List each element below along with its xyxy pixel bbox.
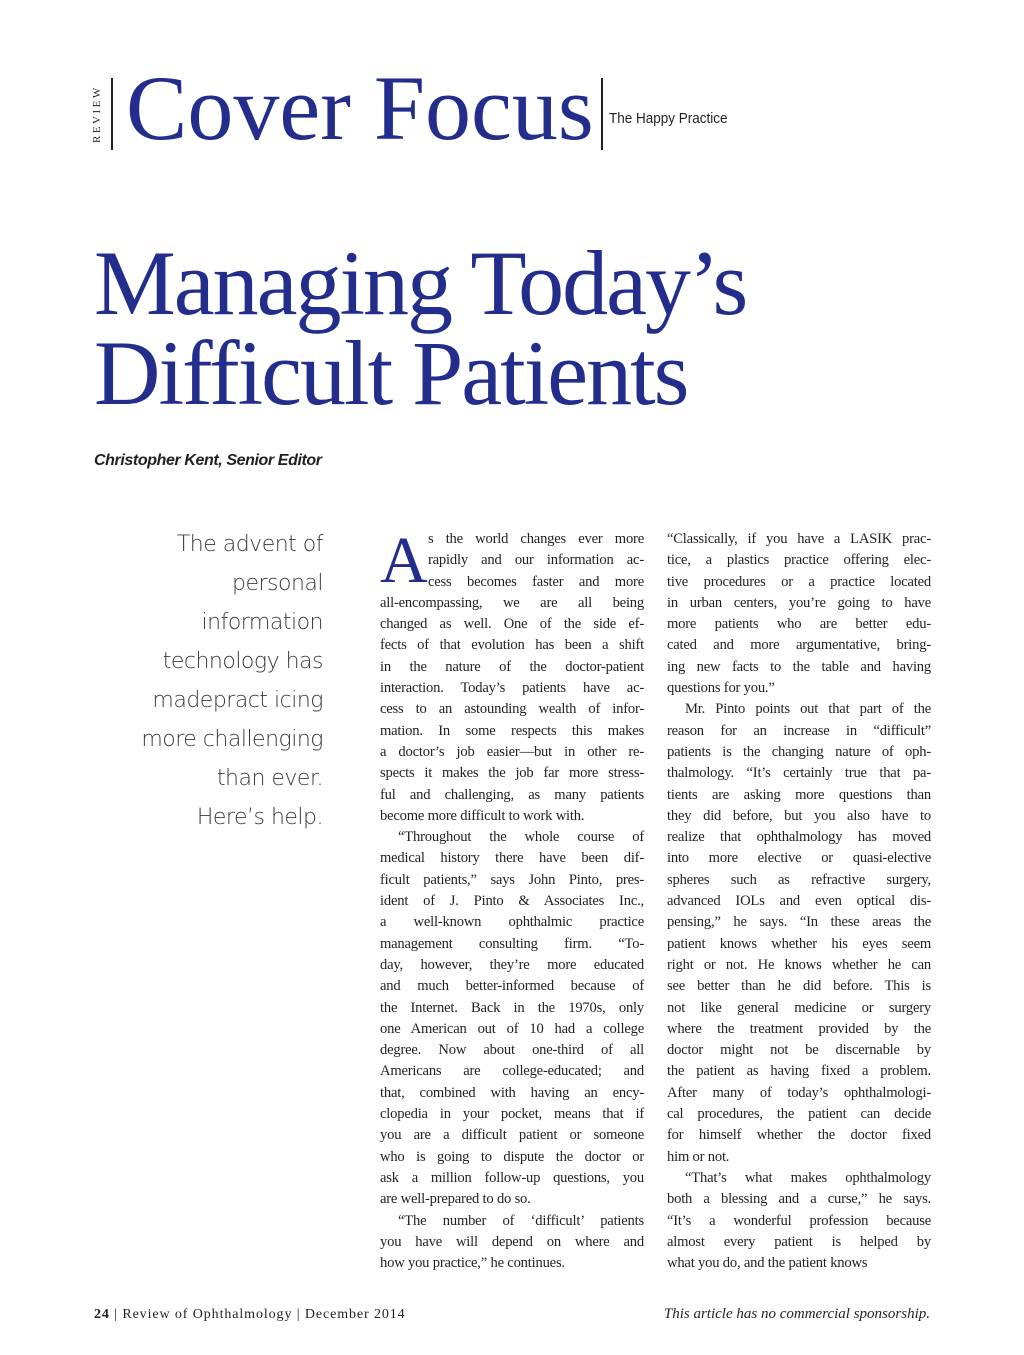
body-line: reason for an increase in “difficult” xyxy=(667,722,931,739)
body-line: Americans are college-educated; and xyxy=(380,1063,644,1080)
body-line: tice, a plastics practice offering elec- xyxy=(667,552,931,569)
body-line: almost every patient is helped by xyxy=(667,1233,931,1250)
body-line: “That’s what makes ophthalmology xyxy=(685,1169,931,1186)
body-line: you have will depend on where and xyxy=(380,1233,644,1250)
review-label: REVIEW xyxy=(91,85,103,143)
body-line: that, combined with having an ency- xyxy=(380,1084,644,1101)
article-deck xyxy=(130,525,323,837)
section-subtitle: The Happy Practice xyxy=(609,110,728,127)
body-line: who is going to dispute the doctor or xyxy=(380,1148,644,1165)
body-line: fects of that evolution has been a shift xyxy=(380,637,644,654)
body-line: spects it makes the job far more stress- xyxy=(380,765,644,782)
page-footer-folio: 24 | Review of Ophthalmology | December 2014 xyxy=(94,1307,406,1322)
deck-line: information xyxy=(201,610,323,635)
body-line: the patient as having fixed a problem. xyxy=(667,1063,931,1080)
body-line: medical history there have been dif- xyxy=(380,850,644,867)
body-line: one American out of 10 had a college xyxy=(380,1020,644,1037)
header-divider-right xyxy=(601,78,603,150)
body-line: spheres such as refractive surgery, xyxy=(667,871,931,888)
body-line: rapidly and our information ac- xyxy=(428,552,644,569)
body-line: doctor might not be discernable by xyxy=(667,1042,931,1059)
header-divider-left xyxy=(111,78,113,150)
body-line: clopedia in your pocket, means that if xyxy=(380,1106,644,1123)
deck-line: personal xyxy=(231,571,323,596)
body-line: day, however, they’re more educated xyxy=(380,956,644,973)
body-line: for himself whether the doctor fixed xyxy=(667,1127,931,1144)
deck-line: than ever. xyxy=(216,766,323,791)
body-line: where the treatment provided by the xyxy=(667,1020,931,1037)
body-line: more patients who are better edu- xyxy=(667,616,931,633)
body-line: ask a million follow-up questions, you xyxy=(380,1169,644,1186)
body-line: become more difficult to work with. xyxy=(380,807,585,824)
body-line: pensing,” he says. “In these areas the xyxy=(667,914,931,931)
article-headline xyxy=(94,232,747,424)
body-line: in urban centers, you’re going to have xyxy=(667,594,931,611)
headline-line-2: Difficult Patients xyxy=(94,322,688,424)
body-line: advanced IOLs and even optical dis- xyxy=(667,893,931,910)
body-line: s the world changes ever more xyxy=(428,531,644,547)
body-line: all-encompassing, we are all being xyxy=(380,594,644,611)
body-line: questions for you.” xyxy=(667,680,775,697)
headline-line-1: Managing Today’s xyxy=(94,232,747,334)
body-line: thalmology. “It’s certainly true that pa- xyxy=(667,765,931,782)
body-line: how you practice,” he continues. xyxy=(380,1255,565,1272)
body-line: cal procedures, the patient can decide xyxy=(667,1106,931,1123)
body-line: “Classically, if you have a LASIK prac- xyxy=(667,531,931,547)
deck-line: Here’s help. xyxy=(196,805,323,830)
body-line: degree. Now about one-third of all xyxy=(380,1042,644,1059)
body-line: they did before, but you also have to xyxy=(667,807,931,824)
body-line: both a blessing and a curse,” he says. xyxy=(667,1191,931,1208)
body-line: cess to an astounding wealth of infor- xyxy=(380,701,644,718)
body-line: patients is the changing nature of oph- xyxy=(667,743,931,760)
byline: Christopher Kent, Senior Editor xyxy=(94,452,322,469)
body-line: changed as well. One of the side ef- xyxy=(380,616,644,633)
body-line: him or not. xyxy=(667,1148,730,1165)
body-line: patient knows whether his eyes seem xyxy=(667,935,931,952)
body-line: not like general medicine or surgery xyxy=(667,999,931,1016)
deck-line: more challenging xyxy=(141,727,323,752)
body-line: tive procedures or a practice located xyxy=(667,573,931,590)
body-line: in the nature of the doctor-patient xyxy=(380,658,644,675)
body-line: interaction. Today’s patients have ac- xyxy=(380,680,644,697)
body-line: Mr. Pinto points out that part of the xyxy=(685,701,931,718)
body-line: mation. In some respects this makes xyxy=(380,722,644,739)
body-line: cated and more argumentative, bring- xyxy=(667,637,931,654)
page-number: 24 xyxy=(94,1307,110,1322)
deck-line: technology has xyxy=(162,649,323,674)
body-line: “It’s a wonderful profession because xyxy=(667,1212,931,1229)
body-line: tients are asking more questions than xyxy=(667,786,931,803)
section-title: Cover Focus xyxy=(126,57,594,159)
body-line: realize that ophthalmology has moved xyxy=(667,829,931,846)
body-line: the Internet. Back in the 1970s, only xyxy=(380,999,644,1016)
body-line: see better than he did before. This is xyxy=(667,978,931,995)
body-line: management consulting firm. “To- xyxy=(380,935,644,952)
publication-name: Review of Ophthalmology xyxy=(122,1307,293,1322)
body-line: “Throughout the whole course of xyxy=(398,829,644,846)
body-line: are well-prepared to do so. xyxy=(380,1191,531,1208)
body-line: right or not. He knows whether he can xyxy=(667,956,931,973)
sponsorship-note: This article has no commercial sponsorship. xyxy=(663,1306,930,1322)
body-column-2 xyxy=(667,529,931,1274)
body-line: a doctor’s job easier—but in other re- xyxy=(380,743,644,760)
body-line: what you do, and the patient knows xyxy=(667,1255,868,1272)
body-line: into more elective or quasi-elective xyxy=(667,850,931,867)
body-line: ful and challenging, as many patients xyxy=(380,786,644,803)
body-line: After many of today’s ophthalmologi- xyxy=(667,1084,931,1101)
body-line: and much better-informed because of xyxy=(380,978,644,995)
body-line: a well-known ophthalmic practice xyxy=(380,914,644,931)
deck-line: madepract icing xyxy=(152,688,323,713)
body-line: ficult patients,” says John Pinto, pres- xyxy=(380,871,644,888)
deck-line: The advent of xyxy=(176,532,323,557)
body-line: you are a difficult patient or someone xyxy=(380,1127,644,1144)
body-column-1 xyxy=(380,524,644,1274)
body-line: ing new facts to the table and having xyxy=(667,658,931,675)
body-line: ident of J. Pinto & Associates Inc., xyxy=(380,893,644,910)
drop-cap: A xyxy=(380,524,428,597)
body-line: cess becomes faster and more xyxy=(428,573,644,590)
body-line: “The number of ‘difficult’ patients xyxy=(398,1212,644,1229)
issue-date: December 2014 xyxy=(304,1307,406,1322)
